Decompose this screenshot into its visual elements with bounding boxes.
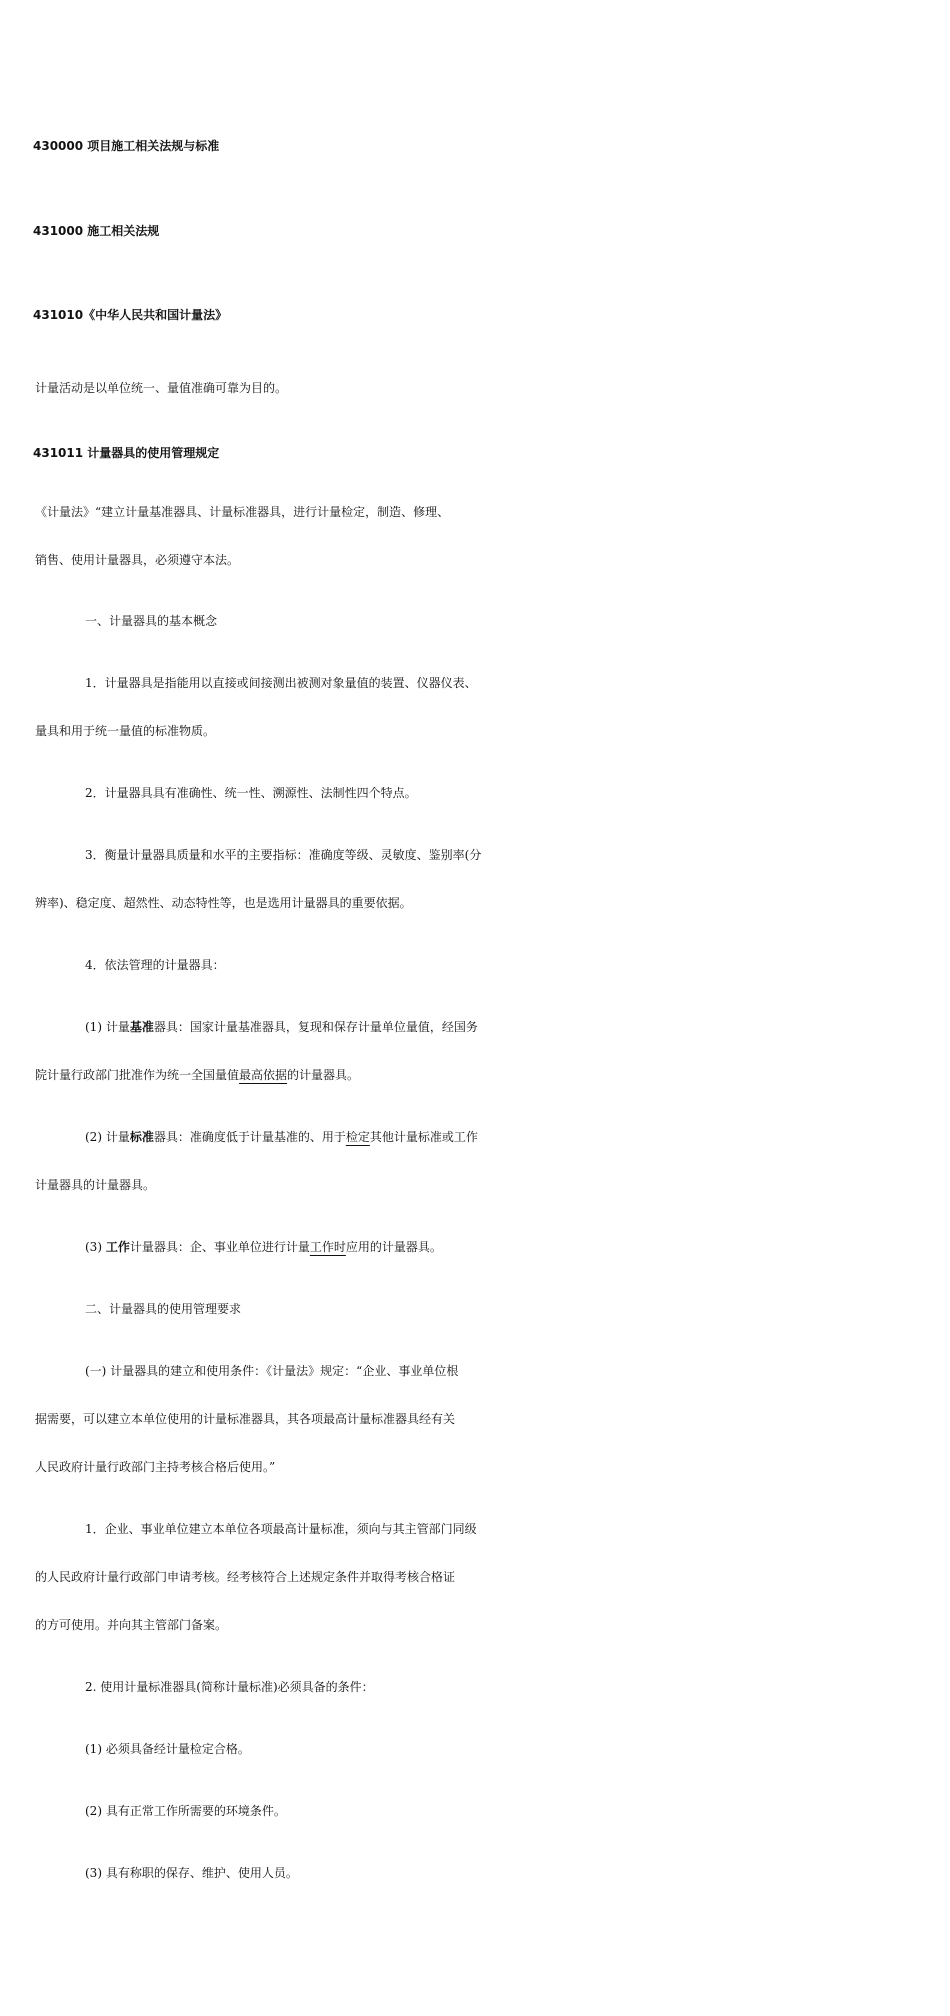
s2-p2-line1: 1．企业、事业单位建立本单位各项最高计量标准，须向与其主管部门同级 <box>85 1522 477 1536</box>
item3-number: (3) <box>85 1240 102 1254</box>
item3-underline: 工作时 <box>309 1240 346 1254</box>
item1-number: (1) <box>85 1020 102 1034</box>
s1-item1-line2 <box>35 1060 950 1090</box>
item3-post: 应用的计量器具。 <box>345 1240 442 1254</box>
s2-condition-1: (1) 必须具备经计量检定合格。 <box>85 1742 250 1756</box>
s2-p2-line2: 的人民政府计量行政部门申请考核。经考核符合上述规定条件并取得考核合格证 <box>35 1570 456 1584</box>
item2-number: (2) <box>85 1130 102 1144</box>
item1-line2-pre: 院计量行政部门批准作为统一全国量值 <box>35 1068 240 1082</box>
s2-p1-line1: (一) 计量器具的建立和使用条件：《计量法》规定：“企业、事业单位根 <box>85 1364 459 1378</box>
s2-p3: 2. 使用计量标准器具(简称计量标准)必须具备的条件： <box>85 1680 374 1694</box>
item2-underline: 检定 <box>345 1130 370 1144</box>
item1-bold: 基准 <box>129 1020 154 1034</box>
s1-item1-line1 <box>85 1012 950 1042</box>
s1-p4: 4．依法管理的计量器具： <box>85 958 225 972</box>
s2-condition-2: (2) 具有正常工作所需要的环境条件。 <box>85 1804 286 1818</box>
item2-pre: 计量 <box>105 1130 130 1144</box>
s1-p1-line1: 1．计量器具是指能用以直接或间接测出被测对象量值的装置、仪器仪表、 <box>85 676 477 690</box>
heading-431010: 431010《中华人民共和国计量法》 <box>33 308 228 322</box>
s2-condition-3: (3) 具有称职的保存、维护、使用人员。 <box>85 1866 298 1880</box>
s1-p1-line2: 量具和用于统一量值的标准物质。 <box>35 724 216 738</box>
intro-paragraph: 计量活动是以单位统一、量值准确可靠为目的。 <box>35 381 288 395</box>
s2-p2-line3: 的方可使用。并向其主管部门备案。 <box>35 1618 228 1632</box>
law-quote-line1: 《计量法》“建立计量基准器具、计量标准器具，进行计量检定，制造、修理、 <box>35 505 450 519</box>
item3-mid: 计量器具：企、事业单位进行计量 <box>129 1240 310 1254</box>
s2-p1-line3: 人民政府计量行政部门主持考核合格后使用。” <box>35 1460 276 1474</box>
item3-bold: 工作 <box>105 1240 130 1254</box>
item2-bold: 标准 <box>129 1130 154 1144</box>
item2-post: 其他计量标准或工作 <box>369 1130 478 1144</box>
item1-mid: 器具：国家计量基准器具，复现和保存计量单位量值，经国务 <box>153 1020 478 1034</box>
section2-title: 二、计量器具的使用管理要求 <box>85 1302 242 1316</box>
heading-431011: 431011 计量器具的使用管理规定 <box>33 446 220 460</box>
law-quote-line2: 销售、使用计量器具，必须遵守本法。 <box>35 553 240 567</box>
s1-item2-line1 <box>85 1122 950 1152</box>
s1-p3-line2: 辨率)、稳定度、超然性、动态特性等，也是选用计量器具的重要依据。 <box>35 896 412 910</box>
item2-mid: 器具：准确度低于计量基准的、用于 <box>153 1130 346 1144</box>
s1-p2: 2．计量器具具有准确性、统一性、溯源性、法制性四个特点。 <box>85 786 417 800</box>
s1-p3-line1: 3．衡量计量器具质量和水平的主要指标：准确度等级、灵敏度、鉴别率(分 <box>85 848 482 862</box>
item1-pre: 计量 <box>105 1020 130 1034</box>
s1-item2-line2: 计量器具的计量器具。 <box>35 1178 156 1192</box>
item1-underline: 最高依据 <box>239 1068 288 1082</box>
heading-431000: 431000 施工相关法规 <box>33 224 160 238</box>
section1-title: 一、计量器具的基本概念 <box>85 614 218 628</box>
s2-p1-line2: 据需要，可以建立本单位使用的计量标准器具，其各项最高计量标准器具经有关 <box>35 1412 456 1426</box>
s1-item3 <box>85 1232 950 1262</box>
item1-line2-post: 的计量器具。 <box>287 1068 360 1082</box>
heading-430000: 430000 项目施工相关法规与标准 <box>33 139 220 153</box>
